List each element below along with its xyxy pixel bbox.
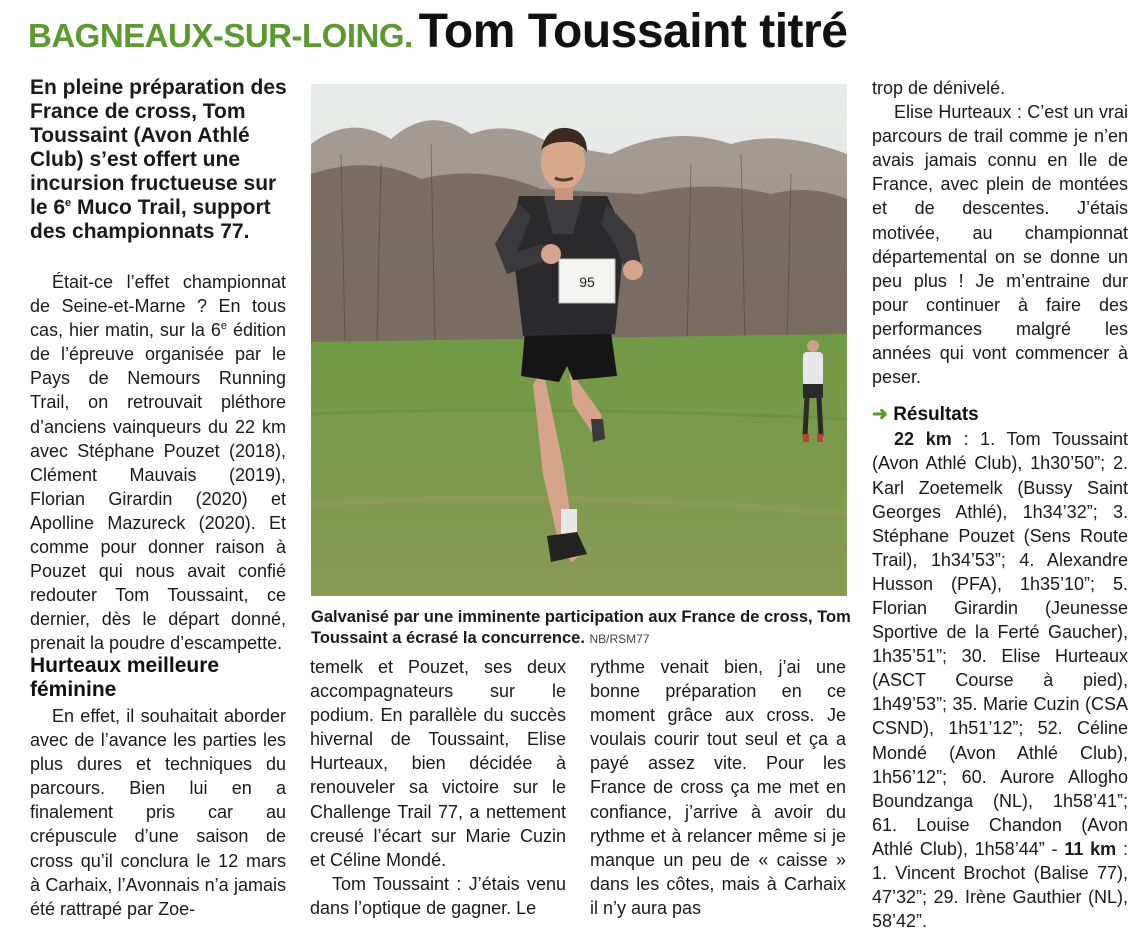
results-heading: [872, 403, 1128, 427]
race-separator: -: [1051, 838, 1065, 859]
lead-superscript: e: [65, 197, 72, 209]
lead-text-2: Muco Trail, support des championnats 77.: [30, 196, 271, 243]
body-column-1: [30, 270, 286, 656]
headline-title: Tom Toussaint titré: [418, 5, 848, 58]
headline-kicker: BAGNEAUX-SUR-LOING.: [28, 17, 413, 54]
body-paragraph-2-start: En effet, il souhaitait aborder avec de l’avance les parties les plus dures et techniques du parcours. Bien lui en a finalement pris car au crépuscule d’une saison de cross qu’il conclura le 12 mars à Carhaix, l’Avonnais n’a jamais été rattrapé par Zoe-: [30, 706, 286, 919]
section-subhead: Hurteaux meilleure féminine: [30, 654, 220, 701]
quote-toussaint-start: Tom Toussaint : J’étais venu dans l’optique de gagner. Le: [310, 873, 566, 918]
photo-caption: [311, 607, 851, 650]
photo-credit: NB/RSM77: [589, 632, 650, 646]
arrow-right-icon: ➜: [872, 404, 888, 426]
quote-toussaint-end: trop de dénivelé.: [872, 78, 1006, 98]
article-photo: [311, 84, 847, 596]
race-11km-results: : 1. Vincent Brochot (Balise 77), 47’32”; 29. Irène Gauthier (NL), 58’42”.: [872, 838, 1129, 932]
p1-text-a: Était-ce l’effet championnat de Seine-et-Marne ? En tous cas, hier matin, sur la 6: [30, 272, 286, 341]
p1-superscript: e: [220, 320, 227, 333]
results-text: [872, 427, 1128, 933]
quote-hurteaux-text: : C’est un vrai parcours de trail comme je n’en avais jamais connu en Ile de France, avec plein de montées et de descentes. J’étais motivée, au championnat départemental on se donne un peu plus ! Je m’entraine dur pour continuer à faire des performances malgré les années qui vont commencer à peser.: [872, 102, 1128, 388]
p1-text-b: édition de l’épreuve organisée par le Pays de Nemours Running Trail, on retrouvait pléthore d’anciens vainqueurs du 22 km avec Stéphane Pouzet (2018), Clément Mauvais (2019), Florian Girardin (2020) et Apolline Mazureck (2020). Et comme pour donner raison à Pouzet qui nous avait confié redouter Tom Toussaint, ce dernier, dès le départ donné, prenait la poudre d’escampette.: [30, 320, 287, 654]
speaker-hurteaux: Elise Hurteaux: [894, 102, 1012, 123]
body-column-2: [310, 655, 566, 920]
race-22km-label: 22 km: [894, 429, 952, 450]
results-heading-text: Résultats: [893, 404, 979, 426]
quote-hurteaux: [872, 100, 1128, 389]
race-11km-label: 11 km: [1064, 838, 1117, 859]
race-22km-results: : 1. Tom Toussaint (Avon Athlé Club), 1h30’50”; 2. Karl Zoetemelk (Bussy Saint Georges Athlé), 1h34’32”; 3. Stéphane Pouzet (Sens Route Trail), 1h34’53”; 4. Alexandre Husson (PFA), 1h35’10”; 5. Florian Girardin (Jeunesse Sportive de la Ferté Gaucher), 1h35’51”; 30. Elise Hurteaux (ASCT Course à pied), 1h49’53”; 35. Marie Cuzin (CSA CSND), 1h51’12”; 52. Céline Mondé (Avon Athlé Club), 1h56’12”; 60. Aurore Allogho Boundzanga (NL), 1h58’41”; 61. Louise Chandon (Avon Athlé Club), 1h58’44”: [872, 429, 1128, 859]
body-column-3: [590, 655, 846, 920]
body-column-4: [872, 76, 1128, 933]
runner-photo-illustration: [311, 84, 847, 596]
bib-number: 95: [579, 274, 595, 290]
body-paragraph-1: [30, 270, 286, 656]
caption-text: Galvanisé par une imminente participation aux France de cross, Tom Toussaint a écrasé la concurrence.: [311, 608, 851, 647]
lead-paragraph: [30, 76, 290, 244]
quote-toussaint-continued: rythme venait bien, j’ai une bonne préparation en ce moment grâce aux cross. Je voulais courir tout seul et ça a payé assez vite. Pour les France de cross ça me met en confiance, j’arrive à avoir du rythme et à relancer même si je manque un peu de « caisse » dans les côtes, mais à Carhaix il n’y aura pas: [590, 657, 846, 918]
body-column-1-continued: [30, 704, 286, 921]
lead-text-1: En pleine préparation des France de cross, Tom Toussaint (Avon Athlé Club) s’est offert une incursion fructueuse sur le 6: [30, 76, 287, 219]
headline: [28, 4, 847, 59]
body-paragraph-2-end: temelk et Pouzet, ses deux accompagnateurs sur le podium. En parallèle du succès hivernal de Toussaint, Elise Hurteaux, bien décidée à renouveler sa victoire sur le Challenge Trail 77, a nettement creusé l’écart sur Marie Cuzin et Céline Mondé.: [310, 657, 566, 870]
